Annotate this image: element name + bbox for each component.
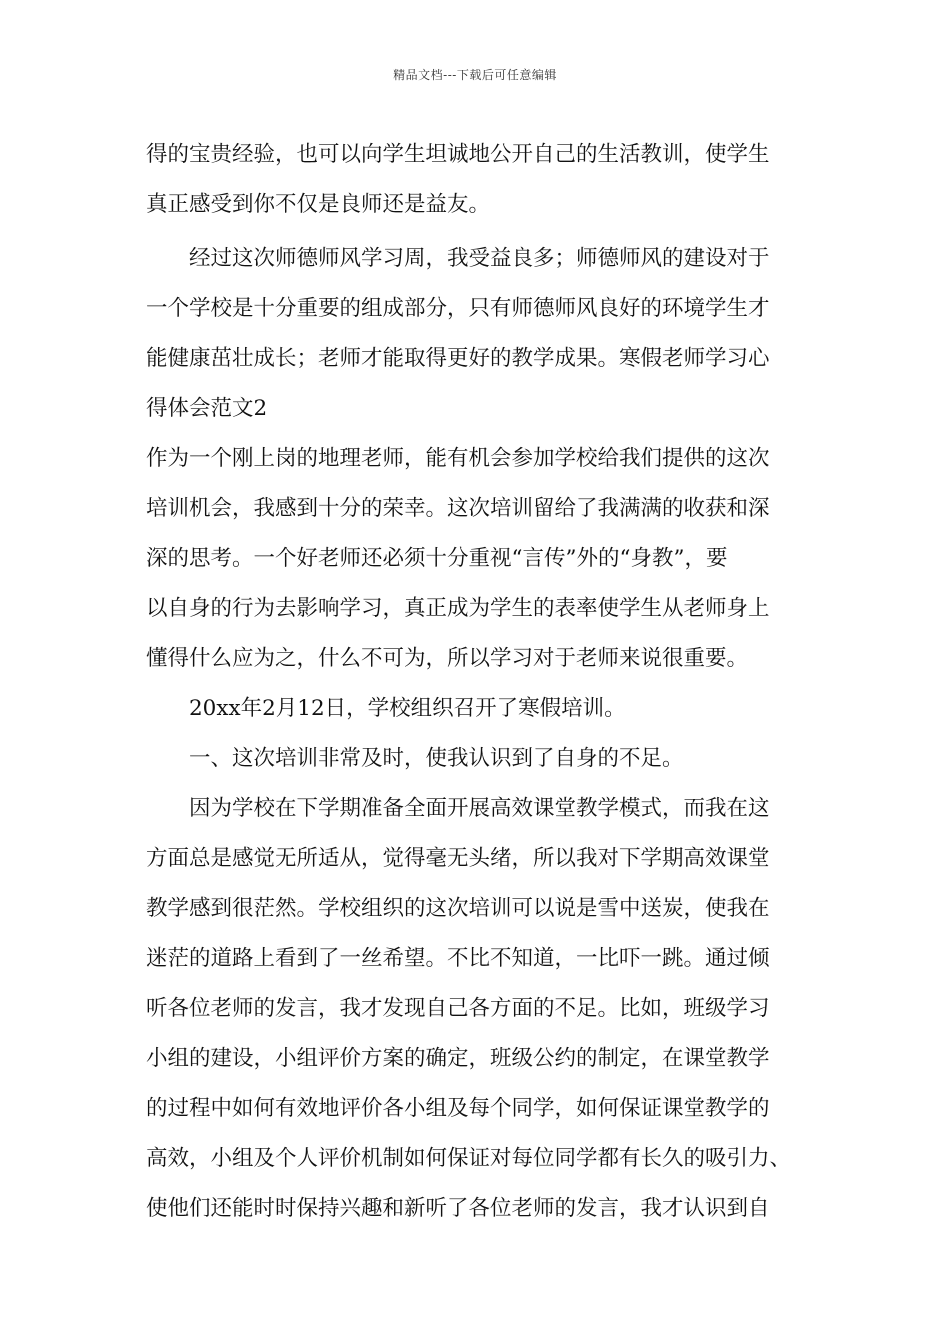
text-line: 教学感到很茫然。学校组织的这次培训可以说是雪中送炭，使我在 <box>146 896 770 921</box>
paragraph-start-line: 经过这次师德师风学习周，我受益良多；师德师风的建设对于 <box>189 246 770 271</box>
text-line: 得的宝贵经验，也可以向学生坦诚地公开自己的生活教训，使学生 <box>146 142 770 167</box>
text-line: 听各位老师的发言，我才发现自己各方面的不足。比如，班级学习 <box>146 996 770 1021</box>
text-line: 一个学校是十分重要的组成部分，只有师德师风良好的环境学生才 <box>146 296 770 321</box>
text-line: 方面总是感觉无所适从，觉得毫无头绪，所以我对下学期高效课堂 <box>146 846 770 871</box>
section-heading-line: 一、这次培训非常及时，使我认识到了自身的不足。 <box>189 746 684 771</box>
paragraph-start-line: 20xx年2月12日，学校组织召开了寒假培训。 <box>189 696 626 721</box>
text-line: 得体会范文2 <box>146 396 268 421</box>
text-line: 真正感受到你不仅是良师还是益友。 <box>146 192 491 217</box>
document-body <box>146 130 812 1234</box>
text-line: 能健康茁壮成长；老师才能取得更好的教学成果。寒假老师学习心 <box>146 346 770 371</box>
text-line: 高效，小组及个人评价机制如何保证对每位同学都有长久的吸引力、 <box>146 1146 792 1171</box>
text-line: 小组的建设，小组评价方案的确定，班级公约的制定，在课堂教学 <box>146 1046 770 1071</box>
page-header: 精品文档---下载后可任意编辑 <box>393 68 557 82</box>
text-line: 使他们还能时时保持兴趣和新听了各位老师的发言，我才认识到自 <box>146 1196 770 1221</box>
paragraph-start-line: 因为学校在下学期准备全面开展高效课堂教学模式，而我在这 <box>189 796 770 821</box>
text-line: 的过程中如何有效地评价各小组及每个同学，如何保证课堂教学的 <box>146 1096 770 1121</box>
text-line: 懂得什么应为之，什么不可为，所以学习对于老师来说很重要。 <box>146 646 749 671</box>
text-line: 以自身的行为去影响学习，真正成为学生的表率使学生从老师身上 <box>146 596 770 621</box>
text-line: 迷茫的道路上看到了一丝希望。不比不知道，一比吓一跳。通过倾 <box>146 946 770 971</box>
text-line: 培训机会，我感到十分的荣幸。这次培训留给了我满满的收获和深 <box>146 496 770 521</box>
paragraph-start-line: 作为一个刚上岗的地理老师，能有机会参加学校给我们提供的这次 <box>146 446 770 471</box>
text-line: 深的思考。一个好老师还必须十分重视“言传”外的“身教”，要 <box>146 546 728 571</box>
